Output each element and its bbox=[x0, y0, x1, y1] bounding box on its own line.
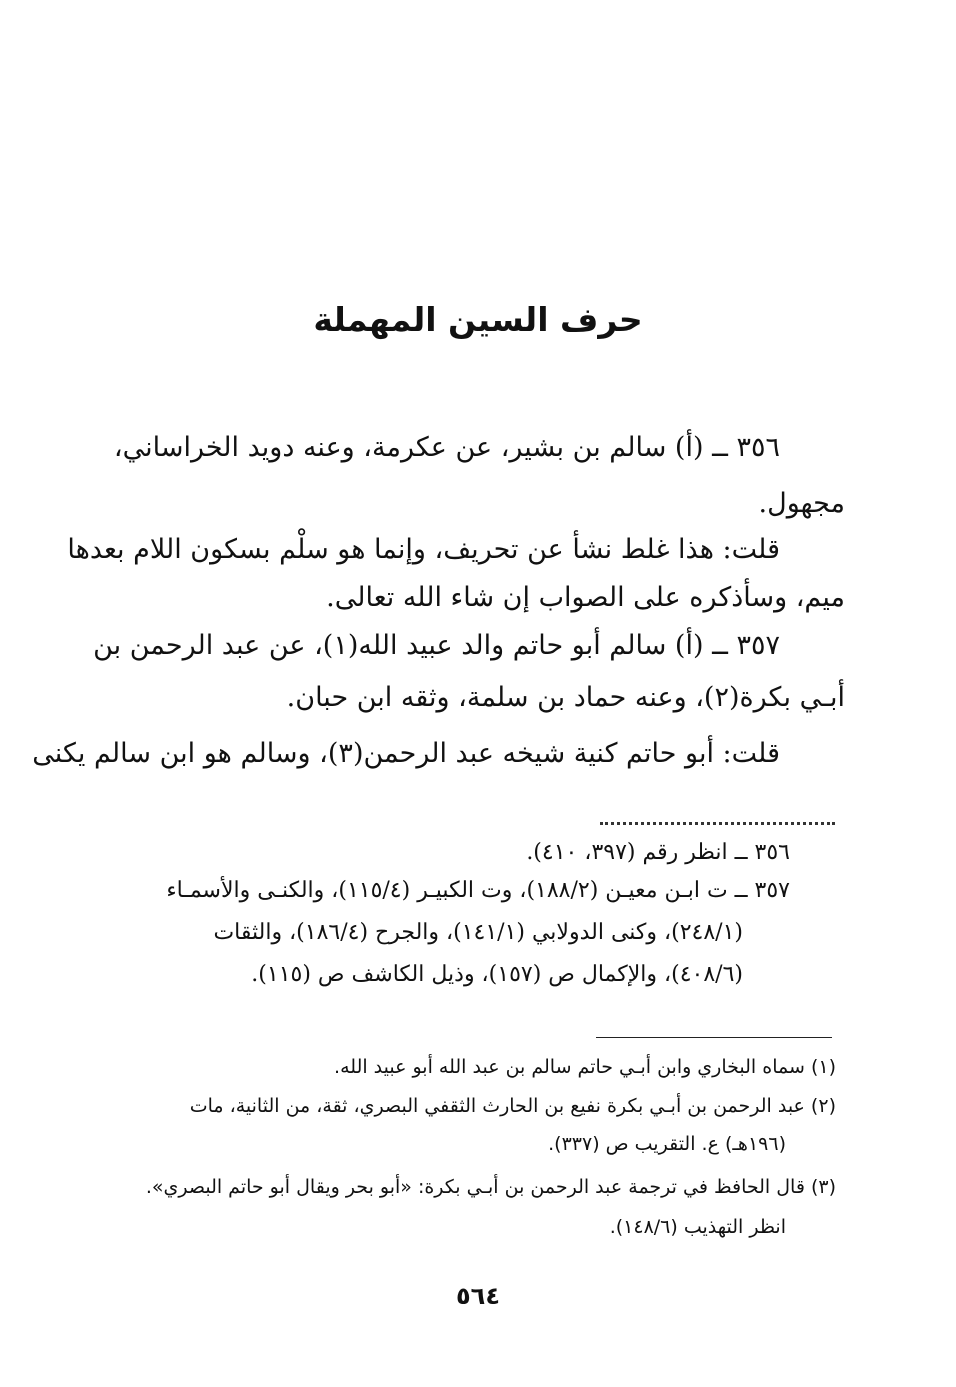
entry-356-note-line-1: قلت: هذا غلط نشأ عن تحريف، وإنما هو سلْم بسكون اللام بعدها bbox=[67, 534, 780, 565]
chapter-title: حرف السين المهملة bbox=[313, 300, 643, 339]
entry-356-note-line-2: ميم، وسأذكره على الصواب إن شاء الله تعالى. bbox=[326, 582, 845, 613]
reference-357-line-1: ٣٥٧ ــ ت ابـن معيـن (١٨٨/٢)، وت الكبيـر (١١٥/٤)، والكنـى والأسمـاء bbox=[166, 878, 790, 903]
reference-356: ٣٥٦ ــ انظر رقم (٣٩٧، ٤١٠). bbox=[526, 840, 790, 865]
entry-357-note-line-1: قلت: أبو حاتم كنية شيخه عبد الرحمن(٣)، وسالم هو ابن سالم يكنى bbox=[32, 738, 780, 769]
page-number: ٥٦٤ bbox=[456, 1282, 500, 1310]
entry-356-line-1: ٣٥٦ ــ (أ) سالم بن بشير، عن عكرمة، وعنه دويد الخراساني، bbox=[113, 432, 780, 463]
footnote-separator bbox=[596, 1037, 832, 1038]
entry-356-line-2: مجهول. bbox=[758, 488, 845, 519]
reference-357-line-3: (٤٠٨/٦)، والإكمال ص (١٥٧)، وذيل الكاشف ص (١١٥). bbox=[251, 962, 743, 987]
footnote-3-line-1: (٣) قال الحافظ في ترجمة عبد الرحمن بن أبـي بكرة: «أبو بحر ويقال أبو حاتم البصري». bbox=[145, 1176, 836, 1198]
dotted-divider bbox=[600, 822, 835, 825]
footnote-2-line-1: (٢) عبد الرحمن بن أبـي بكرة نفيع بن الحارث الثقفي البصري، ثقة، من الثانية، مات bbox=[189, 1095, 836, 1117]
footnote-1: (١) سماه البخاري وابن أبـي حاتم سالم بن عبد الله أبو عبيد الله. bbox=[334, 1056, 836, 1078]
footnote-2-line-2: (١٩٦هـ) ع. التقريب ص (٣٣٧). bbox=[548, 1133, 786, 1155]
entry-357-line-2: أبـي بكرة(٢)، وعنه حماد بن سلمة، وثقه ابن حبان. bbox=[286, 682, 845, 713]
footnote-3-line-2: انظر التهذيب (١٤٨/٦). bbox=[609, 1216, 786, 1238]
entry-357-line-1: ٣٥٧ ــ (أ) سالم أبو حاتم والد عبيد الله(١)، عن عبد الرحمن بن bbox=[93, 630, 780, 661]
reference-357-line-2: (٢٤٨/١)، وكنى الدولابي (١٤١/١)، والجرح (١٨٦/٤)، والثقات bbox=[213, 920, 743, 945]
